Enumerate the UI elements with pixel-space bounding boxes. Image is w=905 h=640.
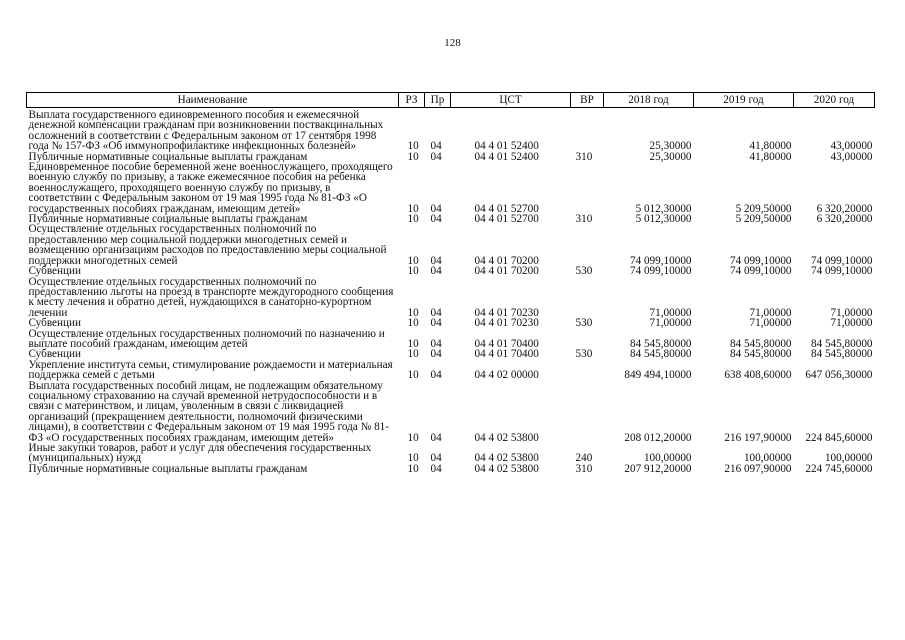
cell-rz: 10 (407, 140, 419, 153)
table-row (27, 224, 875, 266)
cell-2020: 224 845,60000 (805, 431, 873, 444)
cell-name: Субвенции (28, 265, 81, 278)
table-row (27, 108, 875, 152)
cell-2020: 84 545,80000 (810, 337, 873, 350)
cell-2019: 84 545,80000 (729, 348, 792, 361)
cell-vr (571, 360, 604, 381)
cell-vr: 240 (575, 452, 593, 465)
cell-2018: 5 012,30000 (635, 202, 692, 215)
cell-2019: 5 209,50000 (735, 202, 792, 215)
header-2020: 2020 год (794, 93, 875, 108)
cell-2018: 84 545,80000 (629, 337, 692, 350)
cell-name: Осуществление отдельных государственных полномочий по предоставлению мер социальной поддержки многодетных семей и возмещению организациям расходов по предоставлению меры социальной поддержки многодетных семей (28, 223, 387, 267)
cell-vr: 530 (575, 317, 593, 330)
header-vr: ВР (571, 93, 604, 108)
cell-cst: 04 4 01 70400 (474, 337, 539, 350)
cell-2018: 208 012,20000 (624, 431, 692, 444)
header-rz: РЗ (399, 93, 425, 108)
table-row (27, 329, 875, 350)
cell-name: Выплата государственного единовременного пособия и ежемесячной денежной компенсации гражданам при возникновении поствакцинальных осложнений в соответствии с Федеральным законом от 17 сентября 1998 года № 157-ФЗ «Об иммунопрофилактике инфекционных болезней» (28, 109, 384, 153)
cell-name: Осуществление отдельных государственных полномочий по предоставлению льготы на проезд в транспорте междугородного сообщения к месту лечения и обратно детей, нуждающихся в санаторно-курортном лечении (28, 275, 394, 319)
cell-vr: 310 (575, 213, 593, 226)
cell-2020: 43,00000 (830, 140, 873, 153)
header-row (27, 93, 875, 108)
cell-2020: 647 056,30000 (805, 369, 873, 382)
cell-2019: 638 408,60000 (724, 369, 792, 382)
cell-2020: 71,00000 (830, 317, 873, 330)
cell-cst: 04 4 01 52700 (474, 213, 539, 226)
cell-name: Осуществление отдельных государственных полномочий по назначению и выплате пособий гражданам, имеющим детей (28, 327, 385, 350)
cell-2018: 71,00000 (649, 317, 692, 330)
cell-2020: 100,00000 (824, 452, 873, 465)
cell-vr (571, 224, 604, 266)
cell-pr: 04 (430, 150, 442, 163)
cell-pr: 04 (430, 348, 442, 361)
cell-name: Укрепление института семьи, стимулирование рождаемости и материальная поддержка семей с детьми (28, 358, 393, 382)
cell-2018: 84 545,80000 (629, 348, 692, 361)
cell-cst: 04 4 01 52700 (474, 202, 539, 215)
cell-vr: 530 (575, 265, 593, 278)
cell-rz: 10 (407, 150, 419, 163)
cell-2019: 71,00000 (749, 306, 792, 319)
cell-name: Единовременное пособие беременной жене военнослужащего, проходящего военную службу по призыву, а также ежемесячное пособия на ребенка военнослужащего, проходящего военную службу по призыву, в соответствии с Федеральным законом от 19 мая 1995 года № 81-ФЗ «О государственных пособиях гражданам, имеющим детей» (28, 161, 393, 215)
cell-vr: 530 (575, 348, 593, 361)
header-name: Наименование (27, 93, 399, 108)
cell-2018: 71,00000 (649, 306, 692, 319)
cell-rz: 10 (407, 317, 419, 330)
cell-cst: 04 4 02 53800 (474, 431, 539, 444)
cell-2020: 84 545,80000 (810, 348, 873, 361)
cell-vr: 310 (575, 462, 593, 475)
table-row (27, 464, 875, 474)
cell-rz: 10 (407, 213, 419, 226)
cell-2018: 100,00000 (643, 452, 692, 465)
cell-pr: 04 (430, 306, 442, 319)
cell-rz: 10 (407, 337, 419, 350)
cell-cst: 04 4 01 70400 (474, 348, 539, 361)
cell-2019: 5 209,50000 (735, 213, 792, 226)
cell-pr: 04 (430, 317, 442, 330)
cell-name: Иные закупки товаров, работ и услуг для обеспечения государственных (муниципальных) нужд (28, 442, 372, 465)
table-row (27, 443, 875, 464)
cell-pr: 04 (430, 254, 442, 267)
table-row (27, 318, 875, 328)
cell-cst: 04 4 02 00000 (474, 369, 539, 382)
cell-name: Субвенции (28, 348, 81, 361)
cell-2019: 41,80000 (749, 150, 792, 163)
cell-2019: 71,00000 (749, 317, 792, 330)
cell-2019: 100,00000 (743, 452, 792, 465)
header-2019: 2019 год (694, 93, 794, 108)
cell-2018: 74 099,10000 (629, 254, 692, 267)
cell-pr: 04 (430, 140, 442, 153)
cell-pr: 04 (430, 202, 442, 215)
table-row (27, 162, 875, 214)
cell-pr: 04 (430, 369, 442, 382)
cell-pr: 04 (430, 337, 442, 350)
cell-pr: 04 (430, 213, 442, 226)
cell-2020: 224 745,60000 (805, 462, 873, 475)
cell-cst: 04 4 01 52400 (474, 140, 539, 153)
cell-2020: 71,00000 (830, 306, 873, 319)
cell-2020: 6 320,20000 (816, 202, 873, 215)
table-row (27, 277, 875, 319)
table-row (27, 266, 875, 276)
cell-pr: 04 (430, 462, 442, 475)
cell-rz: 10 (407, 462, 419, 475)
cell-pr: 04 (430, 265, 442, 278)
cell-2019: 74 099,10000 (729, 254, 792, 267)
cell-2019: 216 097,90000 (724, 462, 792, 475)
cell-rz: 10 (407, 431, 419, 444)
cell-vr: 310 (575, 150, 593, 163)
cell-cst: 04 4 02 53800 (474, 452, 539, 465)
page-number: 128 (444, 37, 461, 49)
cell-vr (571, 162, 604, 214)
cell-rz: 10 (407, 254, 419, 267)
cell-rz: 10 (407, 265, 419, 278)
cell-vr (571, 277, 604, 319)
cell-rz: 10 (407, 306, 419, 319)
cell-rz: 10 (407, 202, 419, 215)
cell-rz: 10 (407, 369, 419, 382)
cell-2018: 207 912,20000 (624, 462, 692, 475)
cell-2019: 216 197,90000 (724, 431, 792, 444)
cell-pr: 04 (430, 431, 442, 444)
cell-name: Выплата государственных пособий лицам, не подлежащим обязательному социальному страхованию на случай временной нетрудоспособности и в связи с материнством, и лицам, уволенным в связи с ликвидацией организаций (прекращением деятельности, полномочий физическими лицами), в соответствии с Федеральным законом от 19 мая 1995 года № 81-ФЗ «О государственных пособиях гражданам, имеющим детей» (28, 379, 390, 444)
budget-table (26, 92, 875, 474)
cell-cst: 04 4 02 53800 (474, 462, 539, 475)
cell-2020: 6 320,20000 (816, 213, 873, 226)
cell-2018: 25,30000 (649, 140, 692, 153)
cell-name: Публичные нормативные социальные выплаты гражданам (28, 213, 308, 226)
cell-2020: 74 099,10000 (810, 265, 873, 278)
cell-vr (571, 329, 604, 350)
cell-rz: 10 (407, 348, 419, 361)
cell-cst: 04 4 01 70200 (474, 254, 539, 267)
cell-2018: 74 099,10000 (629, 265, 692, 278)
cell-2019: 84 545,80000 (729, 337, 792, 350)
header-pr: Пр (425, 93, 451, 108)
cell-2020: 43,00000 (830, 150, 873, 163)
cell-cst: 04 4 01 70230 (474, 317, 539, 330)
cell-cst: 04 4 01 52400 (474, 150, 539, 163)
cell-2020: 74 099,10000 (810, 254, 873, 267)
cell-vr (571, 108, 604, 152)
cell-pr: 04 (430, 452, 442, 465)
cell-2018: 849 494,10000 (624, 369, 692, 382)
cell-vr (571, 381, 604, 443)
cell-2019: 74 099,10000 (729, 265, 792, 278)
cell-name: Публичные нормативные социальные выплаты гражданам (28, 462, 308, 475)
cell-name: Субвенции (28, 317, 81, 330)
header-cst: ЦСТ (451, 93, 571, 108)
cell-2018: 25,30000 (649, 150, 692, 163)
table-row (27, 360, 875, 381)
cell-name: Публичные нормативные социальные выплаты гражданам (28, 150, 308, 163)
cell-2018: 5 012,30000 (635, 213, 692, 226)
table-row (27, 381, 875, 443)
cell-cst: 04 4 01 70200 (474, 265, 539, 278)
cell-cst: 04 4 01 70230 (474, 306, 539, 319)
header-2018: 2018 год (604, 93, 694, 108)
cell-rz: 10 (407, 452, 419, 465)
cell-2019: 41,80000 (749, 140, 792, 153)
